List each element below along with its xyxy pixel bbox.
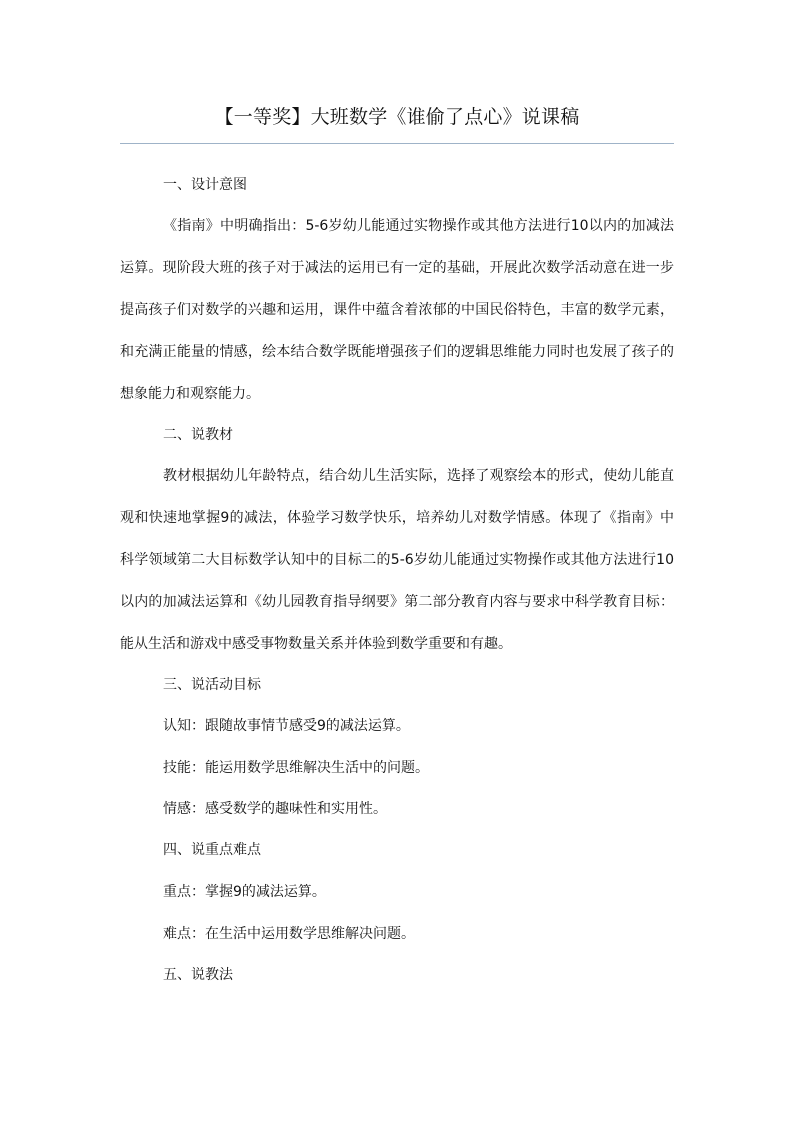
document-title: 【一等奖】大班数学《谁偷了点心》说课稿 [214, 106, 580, 128]
section-heading-activity-goals: 三、说活动目标 [163, 677, 261, 693]
section-heading-design-intent: 一、设计意图 [163, 177, 247, 193]
paragraph-teaching-material: 教材根据幼儿年龄特点，结合幼儿生活实际，选择了观察绘本的形式，使幼儿能直观和快速地掌握9的减法，体验学习数学快乐，培养幼儿对数学情感。体现了《指南》中科学领域第二大目标数学认知中的目标二的5-6岁幼儿能通过实物操作或其他方法进行10以内的加减法运算和《幼儿园教育指导纲要》第二部分教育内容与要求中科学教育目标：能从生活和游戏中感受事物数量关系并体验到数学重要和有趣。 [120, 468, 674, 652]
goal-item-emotion: 情感：感受数学的趣味性和实用性。 [163, 801, 387, 817]
paragraph-design-intent: 《指南》中明确指出：5-6岁幼儿能通过实物操作或其他方法进行10以内的加减法运算。现阶段大班的孩子对于减法的运用已有一定的基础，开展此次数学活动意在进一步提高孩子们对数学的兴趣和运用，课件中蕴含着浓郁的中国民俗特色，丰富的数学元素，和充满正能量的情感，绘本结合数学既能增强孩子们的逻辑思维能力同时也发展了孩子的想象能力和观察能力。 [120, 218, 674, 402]
goal-item-cognition: 认知：跟随故事情节感受9的减法运算。 [163, 718, 410, 734]
section-heading-key-points: 四、说重点难点 [163, 842, 261, 858]
difficulty-item: 难点：在生活中运用数学思维解决问题。 [163, 926, 415, 942]
key-point-item: 重点：掌握9的减法运算。 [163, 884, 326, 900]
section-heading-teaching-method: 五、说教法 [163, 967, 233, 983]
section-heading-teaching-material: 二、说教材 [163, 427, 233, 443]
title-divider [120, 143, 674, 144]
goal-item-skill: 技能：能运用数学思维解决生活中的问题。 [163, 760, 429, 776]
